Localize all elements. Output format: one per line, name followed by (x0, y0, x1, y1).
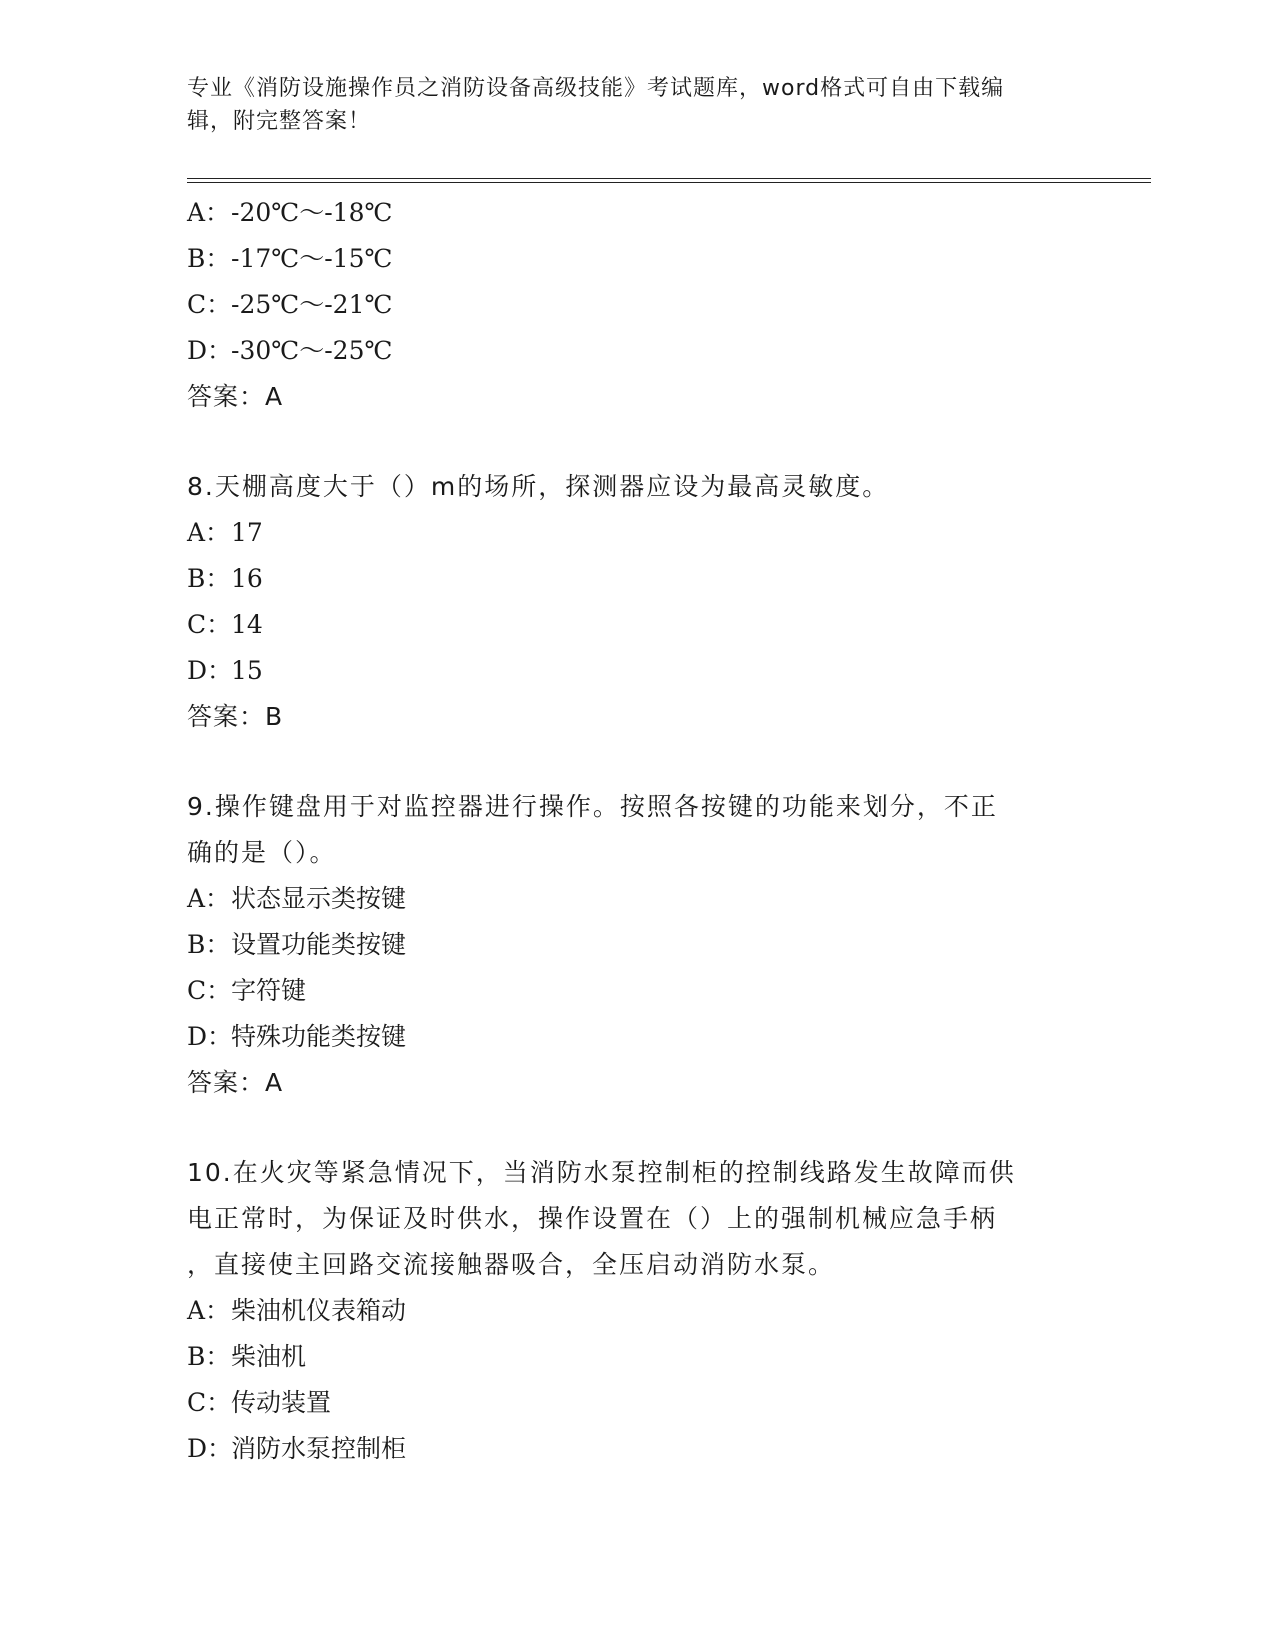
option-a: A：柴油机仪表箱动 (187, 1296, 407, 1325)
question-content (187, 190, 1087, 1472)
header-line-1: 专业《消防设施操作员之消防设备高级技能》考试题库，word格式可自由下载编 (187, 76, 1005, 101)
question-10 (187, 1150, 1087, 1472)
option-b: B：柴油机 (187, 1342, 307, 1371)
answer: 答案：B (187, 702, 284, 731)
question-text-line-3: ，直接使主回路交流接触器吸合，全压启动消防水泵。 (187, 1250, 836, 1279)
question-7 (187, 190, 1087, 420)
option-d: D：消防水泵控制柜 (187, 1434, 407, 1463)
option-c: C：字符键 (187, 976, 307, 1005)
option-a: A：-20℃～-18℃ (187, 198, 393, 227)
option-c: C：传动装置 (187, 1388, 332, 1417)
header-divider-bottom (187, 182, 1151, 183)
option-c: C：14 (187, 610, 263, 639)
answer: 答案：A (187, 1068, 284, 1097)
question-9 (187, 784, 1087, 1106)
question-text-line-2: 电正常时，为保证及时供水，操作设置在（）上的强制机械应急手柄 (187, 1204, 998, 1233)
option-a: A：17 (187, 518, 263, 547)
option-a: A：状态显示类按键 (187, 884, 407, 913)
answer: 答案：A (187, 382, 284, 411)
document-header (187, 72, 1087, 138)
option-b: B：16 (187, 564, 263, 593)
question-8 (187, 464, 1087, 740)
option-d: D：特殊功能类按键 (187, 1022, 407, 1051)
question-text-line-2: 确的是（）。 (187, 838, 337, 867)
question-text: 8.天棚高度大于（）m的场所，探测器应设为最高灵敏度。 (187, 472, 890, 501)
header-line-2: 辑，附完整答案！ (187, 109, 372, 134)
option-b: B：-17℃～-15℃ (187, 244, 393, 273)
option-d: D：-30℃～-25℃ (187, 336, 393, 365)
option-b: B：设置功能类按键 (187, 930, 407, 959)
option-d: D：15 (187, 656, 263, 685)
question-text-line-1: 9.操作键盘用于对监控器进行操作。按照各按键的功能来划分，不正 (187, 792, 998, 821)
header-divider-top (187, 178, 1151, 179)
option-c: C：-25℃～-21℃ (187, 290, 393, 319)
question-text-line-1: 10.在火灾等紧急情况下，当消防水泵控制柜的控制线路发生故障而供 (187, 1158, 1016, 1187)
